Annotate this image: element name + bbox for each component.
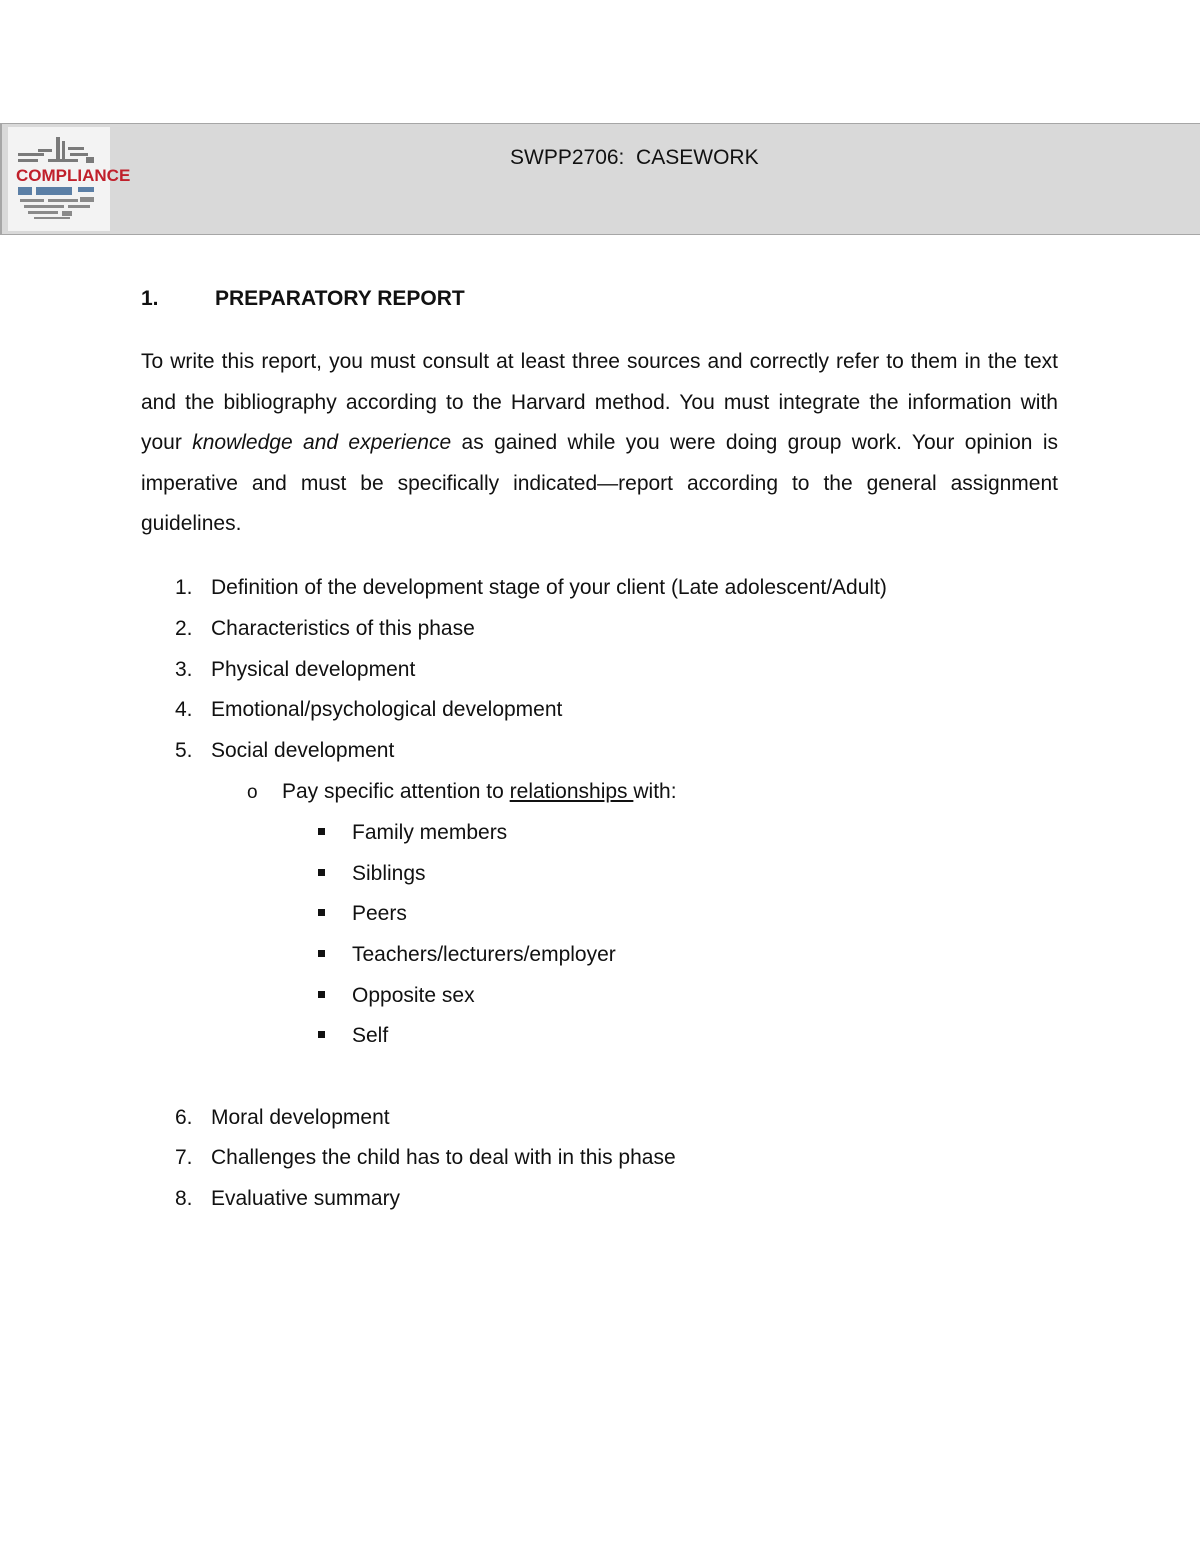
square-bullet-icon <box>318 1031 325 1038</box>
relationship-item: Opposite sex <box>318 984 475 1008</box>
compliance-logo <box>8 127 131 231</box>
relationship-item: Peers <box>318 902 407 926</box>
intro-emphasis: knowledge and experience <box>192 431 452 454</box>
social-subitem: o Pay specific attention to relationships with: <box>247 780 677 803</box>
circle-bullet-icon: o <box>247 782 258 803</box>
square-bullet-icon <box>318 991 325 998</box>
square-bullet-icon <box>318 869 325 876</box>
section-title: PREPARATORY REPORT <box>215 287 465 310</box>
relationship-item: Siblings <box>318 862 426 886</box>
document-title: SWPP2706: CASEWORK <box>510 146 759 169</box>
logo-text: COMPLIANCE <box>16 166 131 185</box>
relationship-item: Teachers/lecturers/employer <box>318 943 616 967</box>
square-bullet-icon <box>318 950 325 957</box>
relationship-item: Self <box>318 1024 388 1048</box>
list-item: 6. Moral development <box>175 1106 390 1129</box>
list-item: 1. Definition of the development stage of your client (Late adolescent/Adult) <box>175 576 887 599</box>
list-item: 2. Characteristics of this phase <box>175 617 475 640</box>
square-bullet-icon <box>318 909 325 916</box>
section-number: 1. <box>141 287 159 310</box>
section-heading <box>141 287 465 311</box>
square-bullet-icon <box>318 828 325 835</box>
intro-paragraph <box>141 342 1058 545</box>
list-item: 4. Emotional/psychological development <box>175 698 563 721</box>
list-item: 5. Social development <box>175 739 395 762</box>
relationship-item: Family members <box>318 821 507 845</box>
header-left-rule <box>0 124 2 234</box>
list-item: 8. Evaluative summary <box>175 1187 401 1210</box>
intro-text-1: To write this report, you must consult at least three sources and correctly refer to them in the text and the bibliography according to the Harvard method. You must integrate the information with your <box>141 350 1058 454</box>
underlined-text: relationships <box>509 780 634 803</box>
header-band <box>0 123 1200 235</box>
intro-text-2: as gained while you were doing group work. Your opinion is imperative and must be specifically indicated—report according to the general assignment guidelines. <box>141 431 1058 535</box>
list-item: 7. Challenges the child has to deal with in this phase <box>175 1146 676 1169</box>
list-item: 3. Physical development <box>175 658 416 681</box>
